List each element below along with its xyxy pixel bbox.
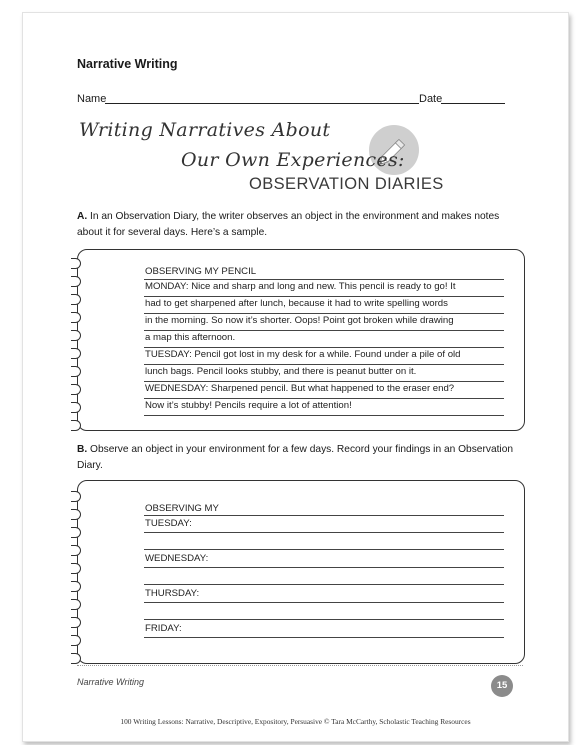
ruled-line xyxy=(144,330,504,331)
sample-line-2: MONDAY: Nice and sharp and long and new. This pencil is ready to go! It xyxy=(145,281,456,292)
ruled-line xyxy=(144,381,504,382)
write-line[interactable] xyxy=(144,602,504,603)
part-b-text: Observe an object in your environment for a few days. Record your findings in an Observation Diary. xyxy=(77,444,514,471)
ruled-line xyxy=(144,398,504,399)
spiral-binding xyxy=(71,491,83,671)
ruled-line xyxy=(144,313,504,314)
sample-line-8: WEDNESDAY: Sharpened pencil. But what happened to the eraser end? xyxy=(145,383,455,394)
sample-line-9: Now it’s stubby! Pencils require a lot of attention! xyxy=(145,400,352,411)
write-line[interactable] xyxy=(144,549,504,550)
ruled-line xyxy=(144,279,504,280)
my-diary-box xyxy=(77,480,525,664)
sample-diary-box xyxy=(77,249,525,431)
part-a-instructions xyxy=(77,209,517,240)
ruled-line xyxy=(144,296,504,297)
field-thursday: THURSDAY: xyxy=(145,588,200,599)
date-label: Date xyxy=(419,93,443,105)
title-line-1: Writing Narratives About xyxy=(79,119,331,141)
title-line-3: OBSERVATION DIARIES xyxy=(249,175,444,193)
sample-line-5: a map this afternoon. xyxy=(145,332,236,343)
ruled-line xyxy=(144,347,504,348)
footer-section-label: Narrative Writing xyxy=(77,677,145,687)
write-line[interactable] xyxy=(144,567,504,568)
write-line[interactable] xyxy=(144,637,504,638)
part-b-letter: B. xyxy=(77,444,88,455)
page-number-badge: 15 xyxy=(491,675,513,697)
write-line[interactable] xyxy=(144,619,504,620)
sample-line-6: TUESDAY: Pencil got lost in my desk for a while. Found under a pile of old xyxy=(145,349,461,360)
sample-line-1: OBSERVING MY PENCIL xyxy=(145,266,257,277)
name-line[interactable] xyxy=(105,103,419,104)
field-observing-my: OBSERVING MY xyxy=(145,503,219,514)
worksheet-page xyxy=(22,12,569,742)
field-wednesday: WEDNESDAY: xyxy=(145,553,209,564)
write-line[interactable] xyxy=(144,584,504,585)
ruled-line xyxy=(144,364,504,365)
date-line[interactable] xyxy=(441,103,505,104)
sample-line-7: lunch bags. Pencil looks stubby, and there is peanut butter on it. xyxy=(145,366,417,377)
part-a-text: In an Observation Diary, the writer observes an object in the environment and makes notes about it for several days. Here’s a sample. xyxy=(77,211,500,238)
copyright-credit: 100 Writing Lessons: Narrative, Descriptive, Expository, Persuasive © Tara McCarthy, Scholastic Teaching Resources xyxy=(120,717,471,726)
footer-divider xyxy=(77,665,523,666)
name-label: Name xyxy=(77,93,107,105)
field-tuesday: TUESDAY: xyxy=(145,518,192,529)
sample-line-4: in the morning. So now it’s shorter. Oops! Point got broken while drawing xyxy=(145,315,454,326)
ruled-line xyxy=(144,415,504,416)
part-a-letter: A. xyxy=(77,211,88,222)
part-b-instructions xyxy=(77,442,517,473)
write-line[interactable] xyxy=(144,532,504,533)
sample-line-3: had to get sharpened after lunch, because it had to write spelling words xyxy=(145,298,448,309)
title-line-2: Our Own Experiences: xyxy=(181,149,405,171)
field-friday: FRIDAY: xyxy=(145,623,182,634)
spiral-binding xyxy=(71,258,83,438)
write-line[interactable] xyxy=(144,515,504,516)
section-label: Narrative Writing xyxy=(77,57,178,71)
